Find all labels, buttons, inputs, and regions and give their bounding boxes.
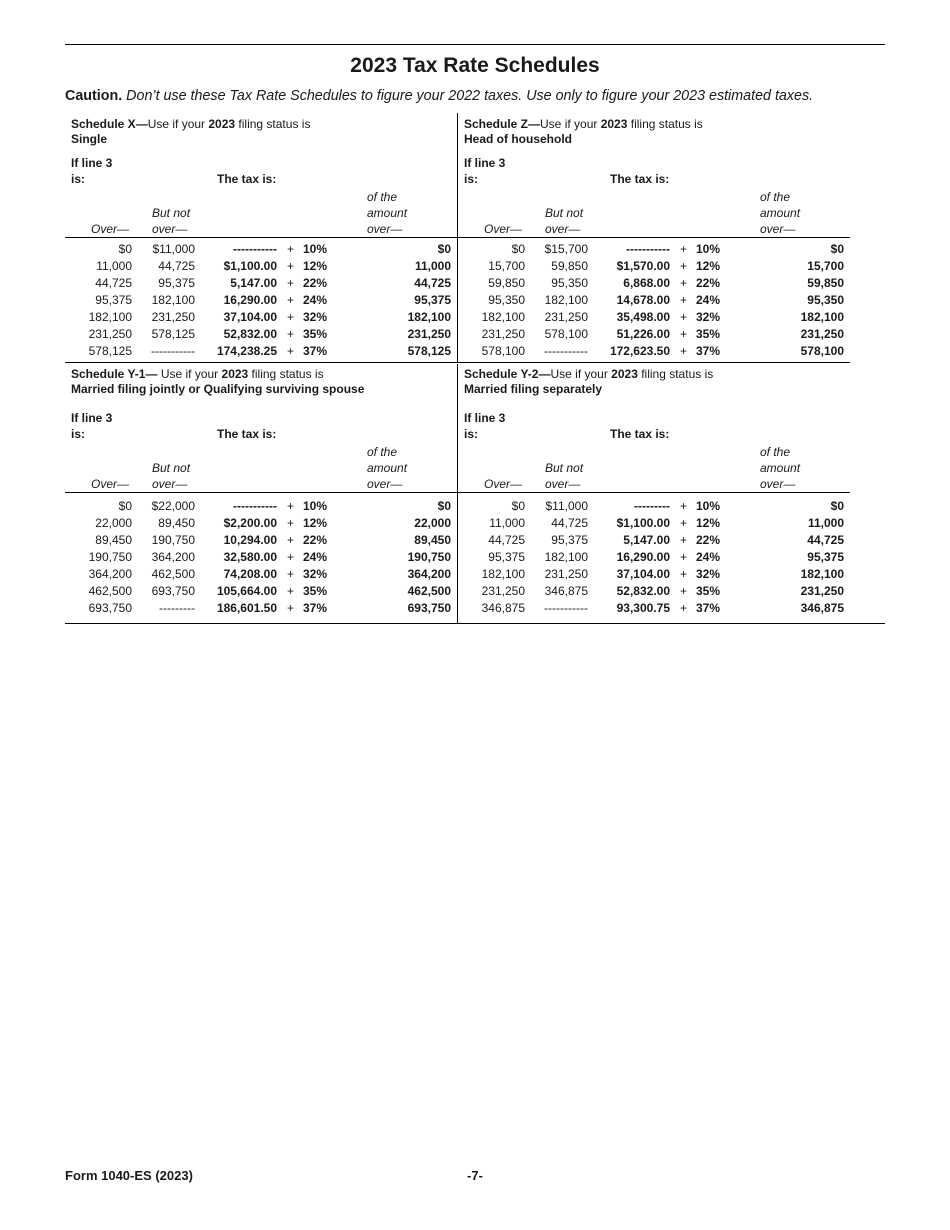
cell-tax: 105,664.00 [216, 584, 277, 598]
cell-rate: 24% [303, 293, 328, 307]
cell-tax: 5,147.00 [623, 533, 670, 547]
cell-over: 22,000 [95, 516, 132, 530]
schedule-label: Schedule X— [71, 117, 148, 131]
cell-tax: ----------- [626, 242, 670, 256]
cell-not-over: 190,750 [151, 533, 195, 547]
top-rule [65, 44, 885, 45]
table-row [65, 292, 457, 309]
cell-amount-over: 231,250 [407, 327, 451, 341]
table-row [458, 292, 850, 309]
cell-tax: 5,147.00 [230, 276, 277, 290]
cell-amount-over: 462,500 [407, 584, 451, 598]
header-rule [458, 492, 850, 493]
cell-rate: 35% [303, 584, 328, 598]
cell-not-over: 44,725 [551, 516, 588, 530]
table-row [458, 309, 850, 326]
cell-amount-over: 231,250 [800, 327, 844, 341]
cell-amount-over: 190,750 [407, 550, 451, 564]
col-if-line3: If line 3 is: [71, 156, 113, 186]
cell-not-over: $11,000 [545, 499, 588, 513]
table-row [65, 600, 457, 617]
cell-rate: 32% [696, 310, 721, 324]
cell-over: 182,100 [88, 310, 132, 324]
table-row [65, 326, 457, 343]
schedule-block [65, 117, 457, 363]
cell-over: 231,250 [88, 327, 132, 341]
cell-rate: 24% [303, 550, 328, 564]
table-row [65, 515, 457, 532]
table-row [458, 532, 850, 549]
table-row [65, 258, 457, 275]
cell-plus: + [287, 276, 295, 290]
cell-not-over: $15,700 [544, 242, 588, 256]
col-of-amount-over: of the amount over— [760, 445, 801, 491]
cell-amount-over: 44,725 [807, 533, 844, 547]
cell-rate: 32% [696, 567, 721, 581]
cell-plus: + [287, 567, 295, 581]
cell-tax: 93,300.75 [616, 601, 670, 615]
cell-tax: --------- [634, 499, 670, 513]
cell-not-over: 231,250 [544, 567, 588, 581]
table-row [458, 275, 850, 292]
cell-tax: 186,601.50 [216, 601, 277, 615]
schedule-text-b: filing status is [627, 117, 703, 131]
cell-tax: 10,294.00 [223, 533, 277, 547]
cell-not-over: ----------- [544, 344, 588, 358]
cell-plus: + [287, 516, 295, 530]
schedule-text-a: Use if your [540, 117, 601, 131]
caution-note [65, 86, 895, 106]
table-row [65, 241, 457, 258]
cell-rate: 37% [696, 601, 721, 615]
cell-over: 95,350 [488, 293, 525, 307]
schedule-text-b: filing status is [235, 117, 311, 131]
cell-rate: 24% [696, 550, 721, 564]
schedule-text-a: Use if your [157, 367, 222, 381]
col-of-amount-over: of the amount over— [367, 190, 408, 236]
cell-rate: 22% [303, 276, 328, 290]
cell-plus: + [680, 276, 688, 290]
cell-over: 462,500 [88, 584, 132, 598]
schedule-text-a: Use if your [550, 367, 612, 381]
schedule-block [458, 367, 850, 623]
col-over: Over— [484, 222, 523, 236]
cell-plus: + [680, 601, 688, 615]
filing-status: Head of household [464, 132, 572, 146]
cell-amount-over: $0 [830, 242, 844, 256]
cell-plus: + [287, 242, 295, 256]
col-tax-is: The tax is: [610, 172, 670, 186]
cell-not-over: --------- [159, 601, 195, 615]
col-but-not-over: But not over— [152, 206, 191, 236]
cell-not-over: 89,450 [158, 516, 195, 530]
col-tax-is: The tax is: [217, 427, 277, 441]
form-footer: Form 1040-ES (2023) [65, 1168, 193, 1183]
schedule-label: Schedule Z— [464, 117, 541, 131]
cell-rate: 35% [696, 327, 721, 341]
cell-over: 231,250 [481, 327, 525, 341]
cell-plus: + [680, 584, 688, 598]
schedule-heading [464, 117, 703, 147]
cell-amount-over: 578,125 [407, 344, 451, 358]
col-over: Over— [91, 477, 130, 491]
cell-tax: $1,100.00 [616, 516, 670, 530]
table-row [458, 515, 850, 532]
table-row [458, 549, 850, 566]
cell-tax: 16,290.00 [616, 550, 670, 564]
cell-amount-over: $0 [437, 242, 451, 256]
cell-rate: 35% [696, 584, 721, 598]
column-divider-bottom [457, 364, 458, 624]
table-row [65, 343, 457, 360]
cell-amount-over: 182,100 [800, 310, 844, 324]
col-if-line3: If line 3 is: [464, 156, 506, 186]
filing-status: Married filing jointly or Qualifying surviving spouse [71, 382, 365, 396]
cell-amount-over: 95,375 [414, 293, 451, 307]
filing-status: Married filing separately [464, 382, 603, 396]
cell-tax: 52,832.00 [616, 584, 670, 598]
cell-not-over: ----------- [151, 344, 195, 358]
schedule-text-a: Use if your [147, 117, 209, 131]
col-tax-is: The tax is: [610, 427, 670, 441]
cell-over: 693,750 [88, 601, 132, 615]
cell-over: 364,200 [88, 567, 132, 581]
cell-over: 44,725 [488, 533, 525, 547]
column-divider-top [457, 113, 458, 363]
table-row [65, 549, 457, 566]
col-of-amount-over: of the amount over— [367, 445, 408, 491]
cell-over: 190,750 [88, 550, 132, 564]
cell-rate: 12% [696, 516, 721, 530]
col-over: Over— [91, 222, 130, 236]
cell-amount-over: 15,700 [807, 259, 844, 273]
cell-over: 95,375 [95, 293, 132, 307]
cell-rate: 22% [696, 276, 721, 290]
cell-over: $0 [118, 499, 132, 513]
table-row [458, 566, 850, 583]
cell-rate: 37% [696, 344, 721, 358]
cell-plus: + [680, 533, 688, 547]
table-row [458, 258, 850, 275]
cell-tax: 174,238.25 [216, 344, 277, 358]
cell-tax: 74,208.00 [223, 567, 277, 581]
schedule-bottom-rule [458, 362, 850, 363]
cell-rate: 32% [303, 567, 328, 581]
schedule-heading [71, 367, 364, 397]
cell-amount-over: $0 [830, 499, 844, 513]
cell-not-over: 364,200 [151, 550, 195, 564]
table-row [65, 532, 457, 549]
schedule-block [458, 117, 850, 363]
cell-tax: 32,580.00 [223, 550, 277, 564]
cell-rate: 37% [303, 601, 328, 615]
cell-over: $0 [118, 242, 132, 256]
page-title: 2023 Tax Rate Schedules [350, 54, 600, 77]
cell-tax: 37,104.00 [223, 310, 277, 324]
cell-not-over: 231,250 [151, 310, 195, 324]
cell-plus: + [287, 293, 295, 307]
cell-amount-over: 44,725 [414, 276, 451, 290]
cell-plus: + [680, 499, 688, 513]
header-rule [458, 237, 850, 238]
cell-tax: 14,678.00 [616, 293, 670, 307]
cell-rate: 22% [696, 533, 721, 547]
cell-rate: 12% [303, 259, 328, 273]
cell-tax: 51,226.00 [616, 327, 670, 341]
cell-plus: + [287, 584, 295, 598]
cell-rate: 10% [303, 242, 328, 256]
cell-over: 11,000 [489, 516, 525, 530]
cell-rate: 32% [303, 310, 328, 324]
cell-tax: 172,623.50 [609, 344, 670, 358]
cell-amount-over: 364,200 [407, 567, 451, 581]
table-row [458, 583, 850, 600]
schedule-text-b: filing status is [637, 367, 714, 381]
cell-plus: + [287, 259, 295, 273]
cell-not-over: 95,350 [551, 276, 588, 290]
cell-plus: + [287, 344, 295, 358]
cell-not-over: $22,000 [151, 499, 195, 513]
cell-amount-over: 95,375 [807, 550, 844, 564]
cell-rate: 10% [696, 242, 721, 256]
table-row [65, 566, 457, 583]
cell-plus: + [680, 259, 688, 273]
cell-not-over: $11,000 [152, 242, 195, 256]
cell-not-over: 231,250 [544, 310, 588, 324]
cell-rate: 10% [696, 499, 721, 513]
filing-status: Single [71, 132, 108, 146]
cell-rate: 12% [303, 516, 328, 530]
cell-rate: 24% [696, 293, 721, 307]
cell-not-over: 346,875 [544, 584, 588, 598]
cell-over: 182,100 [481, 567, 525, 581]
header-rule [65, 492, 457, 493]
schedule-label: Schedule Y-2— [464, 367, 551, 381]
caution-text: Don’t use these Tax Rate Schedules to figure your 2022 taxes. Use only to figure your 2023 estimated taxes. [126, 88, 814, 104]
schedule-heading [464, 367, 713, 397]
table-row [458, 326, 850, 343]
header-rule [65, 237, 457, 238]
cell-over: 231,250 [481, 584, 525, 598]
cell-over: $0 [511, 499, 525, 513]
cell-plus: + [680, 516, 688, 530]
cell-over: 182,100 [481, 310, 525, 324]
schedule-label: Schedule Y-1— [71, 367, 158, 381]
cell-amount-over: 89,450 [414, 533, 451, 547]
cell-amount-over: 59,850 [807, 276, 844, 290]
cell-plus: + [287, 601, 295, 615]
cell-over: 346,875 [481, 601, 525, 615]
schedule-year: 2023 [208, 117, 236, 131]
table-row [458, 600, 850, 617]
table-row [65, 309, 457, 326]
cell-plus: + [680, 310, 688, 324]
cell-amount-over: 182,100 [407, 310, 451, 324]
cell-amount-over: 346,875 [800, 601, 844, 615]
cell-over: 89,450 [95, 533, 132, 547]
cell-not-over: 693,750 [151, 584, 195, 598]
cell-tax: $1,570.00 [616, 259, 670, 273]
cell-tax: 35,498.00 [616, 310, 670, 324]
cell-amount-over: 693,750 [407, 601, 451, 615]
cell-over: 95,375 [488, 550, 525, 564]
schedule-heading [71, 117, 310, 147]
cell-amount-over: 11,000 [807, 516, 844, 530]
cell-tax: $2,200.00 [223, 516, 277, 530]
table-row [458, 343, 850, 360]
cell-amount-over: 22,000 [414, 516, 451, 530]
schedule-block [65, 367, 457, 623]
cell-not-over: 182,100 [544, 550, 588, 564]
col-but-not-over: But not over— [152, 461, 191, 491]
cell-not-over: 182,100 [544, 293, 588, 307]
table-row [65, 275, 457, 292]
table-row [458, 498, 850, 515]
schedule-text-b: filing status is [248, 367, 324, 381]
cell-plus: + [680, 293, 688, 307]
col-if-line3: If line 3 is: [464, 411, 506, 441]
table-row [65, 583, 457, 600]
table-row [65, 498, 457, 515]
cell-amount-over: $0 [437, 499, 451, 513]
cell-rate: 12% [696, 259, 721, 273]
col-but-not-over: But not over— [545, 206, 584, 236]
cell-tax: 6,868.00 [623, 276, 670, 290]
cell-amount-over: 95,350 [807, 293, 844, 307]
cell-over: 578,125 [88, 344, 132, 358]
caution-label: Caution. [65, 88, 123, 104]
cell-not-over: 95,375 [158, 276, 195, 290]
cell-tax: 37,104.00 [616, 567, 670, 581]
cell-tax: ----------- [233, 499, 277, 513]
cell-not-over: 578,125 [151, 327, 195, 341]
col-if-line3: If line 3 is: [71, 411, 113, 441]
cell-not-over: 462,500 [151, 567, 195, 581]
cell-plus: + [287, 310, 295, 324]
cell-plus: + [680, 567, 688, 581]
col-but-not-over: But not over— [545, 461, 584, 491]
cell-over: $0 [511, 242, 525, 256]
cell-not-over: 44,725 [158, 259, 195, 273]
cell-rate: 35% [303, 327, 328, 341]
cell-plus: + [680, 242, 688, 256]
cell-plus: + [287, 550, 295, 564]
cell-amount-over: 231,250 [800, 584, 844, 598]
cell-over: 44,725 [95, 276, 132, 290]
cell-tax: 16,290.00 [223, 293, 277, 307]
cell-amount-over: 11,000 [414, 259, 451, 273]
cell-tax: ----------- [233, 242, 277, 256]
cell-amount-over: 578,100 [800, 344, 844, 358]
page-number: -7- [467, 1168, 483, 1183]
col-of-amount-over: of the amount over— [760, 190, 801, 236]
cell-tax: 52,832.00 [223, 327, 277, 341]
cell-amount-over: 182,100 [800, 567, 844, 581]
schedule-bottom-rule [65, 362, 457, 363]
cell-plus: + [680, 550, 688, 564]
cell-rate: 37% [303, 344, 328, 358]
cell-over: 11,000 [96, 259, 132, 273]
cell-tax: $1,100.00 [223, 259, 277, 273]
cell-plus: + [680, 327, 688, 341]
cell-plus: + [680, 344, 688, 358]
col-over: Over— [484, 477, 523, 491]
cell-over: 15,700 [488, 259, 525, 273]
cell-not-over: 95,375 [551, 533, 588, 547]
col-tax-is: The tax is: [217, 172, 277, 186]
cell-plus: + [287, 499, 295, 513]
cell-not-over: 59,850 [551, 259, 588, 273]
bottom-rule [65, 623, 885, 624]
cell-over: 59,850 [488, 276, 525, 290]
cell-not-over: ----------- [544, 601, 588, 615]
schedule-year: 2023 [221, 367, 249, 381]
cell-plus: + [287, 327, 295, 341]
cell-not-over: 578,100 [544, 327, 588, 341]
cell-rate: 10% [303, 499, 328, 513]
cell-plus: + [287, 533, 295, 547]
table-row [458, 241, 850, 258]
schedule-year: 2023 [600, 117, 628, 131]
cell-over: 578,100 [481, 344, 525, 358]
schedule-year: 2023 [611, 367, 638, 381]
cell-not-over: 182,100 [151, 293, 195, 307]
cell-rate: 22% [303, 533, 328, 547]
